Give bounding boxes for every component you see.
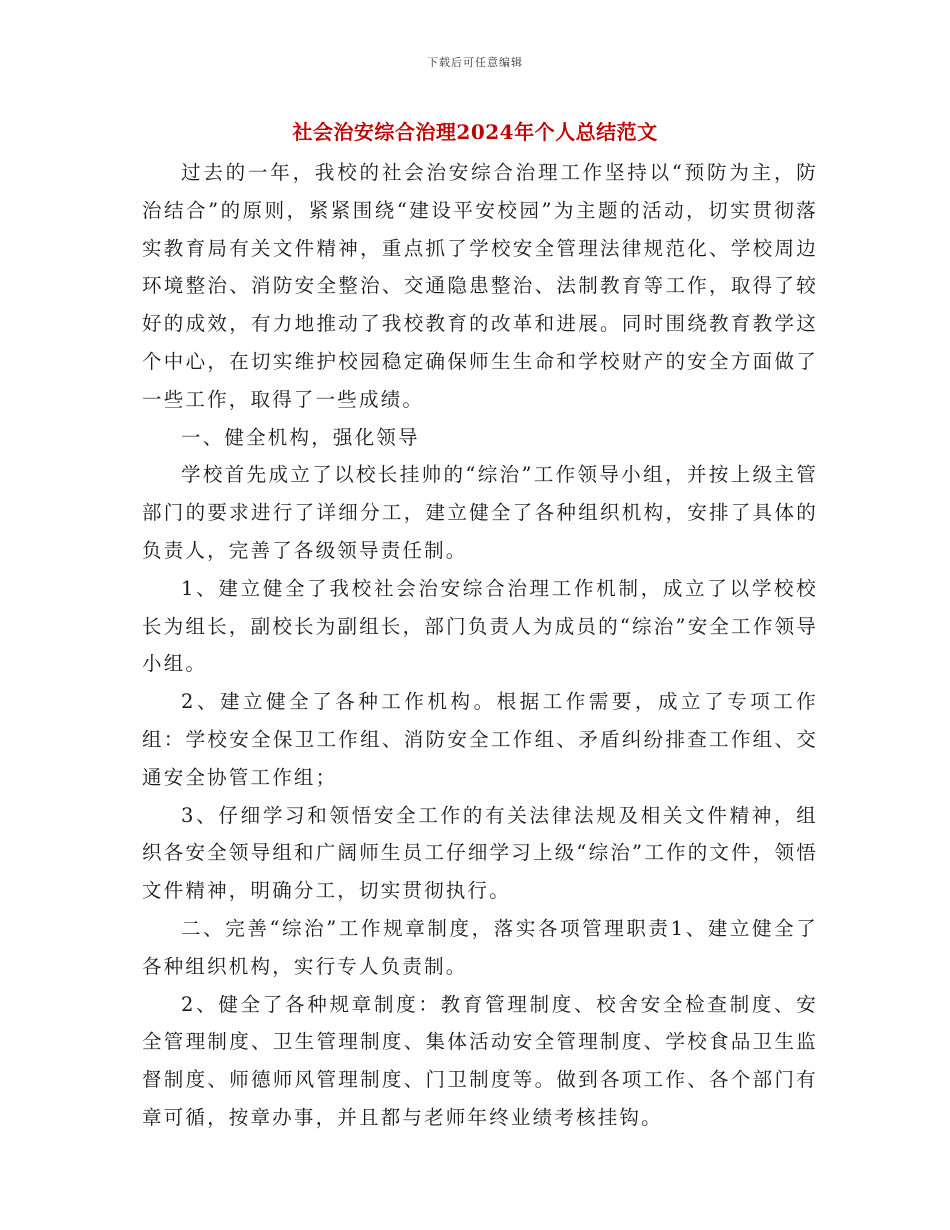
paragraph: 1、建立健全了我校社会治安综合治理工作机制，成立了以学校校长为组长，副校长为副组长，部门负责人为成员的“综治”安全工作领导小组。: [142, 576, 818, 676]
paragraph: 2、健全了各种规章制度：教育管理制度、校舍安全检查制度、安全管理制度、卫生管理制度、集体活动安全管理制度、学校食品卫生监督制度、师德师风管理制度、门卫制度等。做到各项工作、各个部门有章可循，按章办事，并且都与老师年终业绩考核挂钩。: [142, 992, 818, 1129]
paragraph: 2、建立健全了各种工作机构。根据工作需要，成立了专项工作组：学校安全保卫工作组、消防安全工作组、矛盾纠纷排查工作组、交通安全协管工作组；: [142, 690, 818, 789]
document-title: 社会治安综合治理2024年个人总结范文: [292, 120, 658, 144]
section-heading-2: 二、完善“综治”工作规章制度，落实各项管理职责1、建立健全了各种组织机构，实行专人负责制。: [142, 916, 818, 978]
section-heading-1: 一、健全机构，强化领导: [181, 425, 420, 449]
paragraph: 学校首先成立了以校长挂帅的“综治”工作领导小组，并按上级主管部门的要求进行了详细分工，建立健全了各种组织机构，安排了具体的负责人，完善了各级领导责任制。: [142, 463, 818, 562]
paragraph-intro: 过去的一年，我校的社会治安综合治理工作坚持以“预防为主，防治结合”的原则，紧紧围绕“建设平安校园”为主题的活动，切实贯彻落实教育局有关文件精神，重点抓了学校安全管理法律规范化、学校周边环境整治、消防安全整治、交通隐患整治、法制教育等工作，取得了较好的成效，有力地推动了我校教育的改革和进展。同时围绕教育教学这个中心，在切实维护校园稳定确保师生生命和学校财产的安全方面做了一些工作，取得了一些成绩。: [142, 161, 818, 411]
header-note: 下载后可任意编辑: [427, 56, 523, 69]
document-body: [142, 154, 818, 1137]
paragraph: 3、仔细学习和领悟安全工作的有关法律法规及相关文件精神，组织各安全领导组和广阔师生员工仔细学习上级“综治”工作的文件，领悟文件精神，明确分工，切实贯彻执行。: [142, 803, 818, 903]
